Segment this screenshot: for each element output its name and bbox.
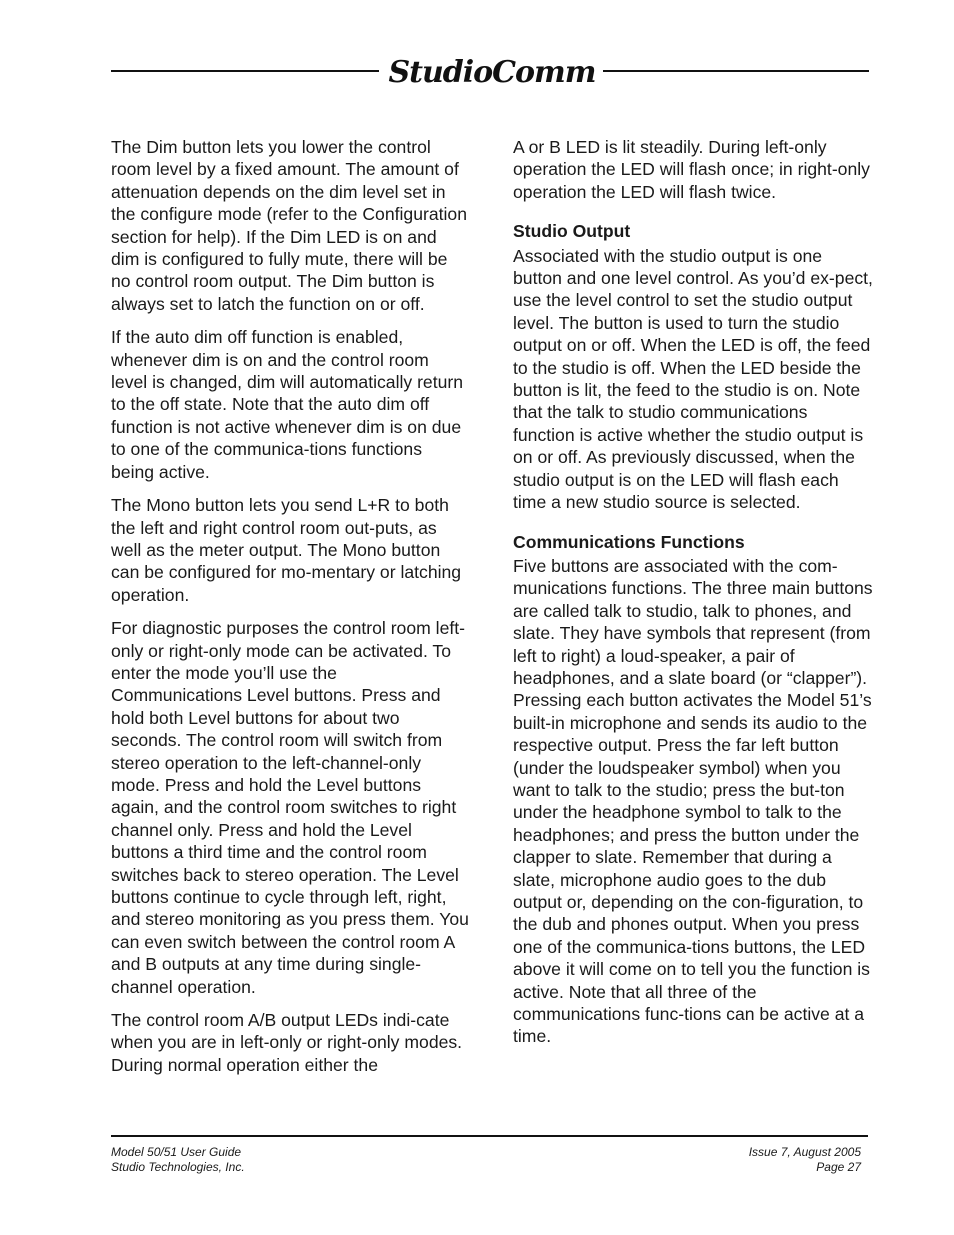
paragraph-ab-output-leds: The control room A/B output LEDs indi-cate when you are in left-only or right-only modes. During normal operation either the [111, 1010, 463, 1075]
paragraph-dim-button: The Dim button lets you lower the control room level by a fixed amount. The amount of attenuation depends on the dim level set in the configure mode (refer to the Configuration section for help). If the Dim LED is on and dim is configured to fully mute, there will be no control room output. The Dim button is always set to latch the function on or off. [111, 137, 467, 314]
footer-left [111, 1145, 245, 1175]
heading-studio-output: Studio Output [513, 221, 631, 242]
right-column [513, 136, 873, 1059]
left-column [111, 136, 469, 1087]
footer-company: Studio Technologies, Inc. [111, 1160, 245, 1174]
footer-rule [111, 1135, 868, 1137]
footer-guide-title: Model 50/51 User Guide [111, 1145, 242, 1159]
header-rule-left [111, 70, 379, 72]
paragraph-diagnostic-mode: For diagnostic purposes the control room left-only or right-only mode can be activated. To enter the mode you’ll use the Communications Level buttons. Press and hold both Level buttons for about two seconds. The control room will switch from stereo operation to the left-channel-only mode. Press and hold the Level buttons again, and the control room switches to right channel only. Press and hold the Level buttons a third time and the control room switches back to stereo operation. The Level buttons continue to cycle through left, right, and stereo monitoring as you press them. You can even switch between the control room A and B outputs at any time during single-channel operation. [111, 618, 469, 997]
heading-communications-functions: Communications Functions [513, 531, 745, 552]
paragraph-communications-functions: Five buttons are associated with the com-munications functions. The three main buttons are called talk to studio, talk to phones, and slate. They have symbols that represent (from left to right) a loud-speaker, a pair of headphones, and a slate board (or “clapper”). Pressing each button activates the Model 51’s built-in microphone and sends its audio to the respective output. Press the far left button (under the loudspeaker symbol) when you want to talk to the studio; press the but-ton under the headphone symbol to talk to the headphones; and press the button under the clapper to slate. Remember that during a slate, microphone audio goes to the dub output or, depending on the con-figuration, to the dub and phones output. When you press one of the communica-tions buttons, the LED above it will come on to tell you the function is active. Note that all three of the communications func-tions can be active at a time. [513, 555, 873, 1047]
paragraph-auto-dim: If the auto dim off function is enabled, whenever dim is on and the control room level is changed, dim will automatically return to the off state. Note that the auto dim off function is not active whenever dim is on due to one of the communica-tions functions being active. [111, 327, 464, 482]
header-rule-right [603, 70, 869, 72]
paragraph-studio-output: Associated with the studio output is one button and one level control. As you’d ex-pect, use the level control to set the studio output level. The button is used to turn the studio output on or off. When the LED is off, the feed to the studio is off. When the LED beside the button is lit, the feed to the studio is on. Note that the talk to studio communications function is active whether the studio output is on or off. As previously discussed, when the studio output is on the LED will flash each time a new studio source is selected. [513, 245, 873, 513]
studiocomm-logo: StudioComm [388, 55, 596, 90]
footer-right [749, 1145, 861, 1175]
paragraph-led-continued: A or B LED is lit steadily. During left-only operation the LED will flash once; in right-only operation the LED will flash twice. [513, 137, 870, 202]
paragraph-mono-button: The Mono button lets you send L+R to both the left and right control room out-puts, as well as the meter output. The Mono button can be configured for mo-mentary or latching operation. [111, 495, 462, 605]
footer-page-number: Page 27 [816, 1160, 861, 1174]
footer-issue: Issue 7, August 2005 [748, 1145, 861, 1159]
